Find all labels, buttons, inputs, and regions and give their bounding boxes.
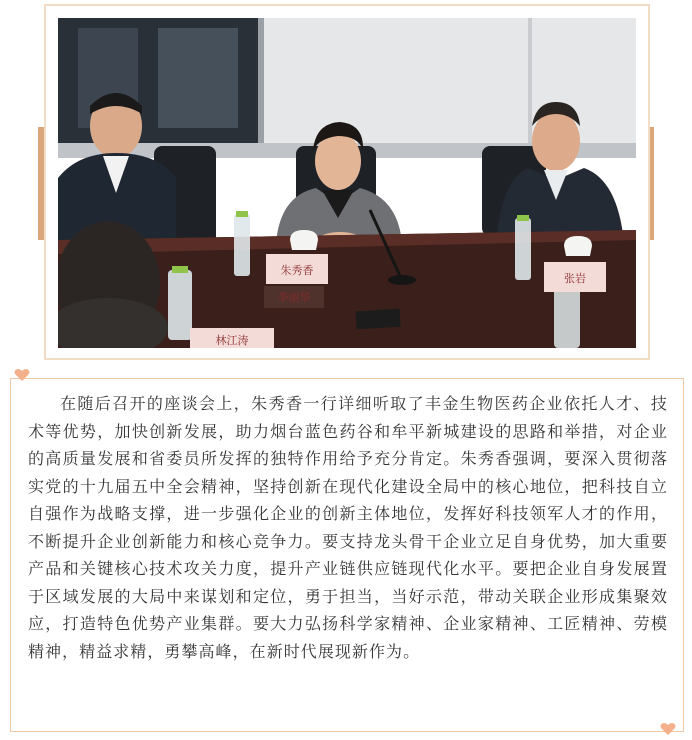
nameplate-reflection: 李丽华 <box>277 291 311 304</box>
nameplate-1: 朱秀香 <box>280 264 314 277</box>
heart-icon <box>660 722 676 736</box>
meeting-photo <box>58 18 636 348</box>
nameplate-3: 林江涛 <box>215 334 249 347</box>
article-paragraph: 在随后召开的座谈会上，朱秀香一行详细听取了丰金生物医药企业依托人才、技术等优势，加快创新发展，助力烟台蓝色药谷和牟平新城建设的思路和举措，对企业的高质量发展和省委员所发挥的独特作用给予充分肯定。朱秀香强调，要深入贯彻落实党的十九届五中全会精神，坚持创新在现代化建设全局中的核心地位，把科技自立自强作为战略支撑，进一步强化企业的创新主体地位，发挥好科技领军人才的作用，不断提升企业创新能力和核心竞争力。要支持龙头骨干企业立足自身优势，加大重要产品和关键核心技术攻关力度，提升产业链供应链现代化水平。要把企业自身发展置于区域发展的大局中来谋划和定位，勇于担当，当好示范，带动关联企业形成集聚效应，打造特色优势产业集群。要大力弘扬科学家精神、企业家精神、工匠精神、劳模精神，精益求精，勇攀高峰，在新时代展现新作为。 <box>28 394 668 661</box>
nameplate-2: 张岩 <box>564 272 586 285</box>
heart-icon <box>14 368 30 382</box>
photo-frame <box>44 4 650 360</box>
